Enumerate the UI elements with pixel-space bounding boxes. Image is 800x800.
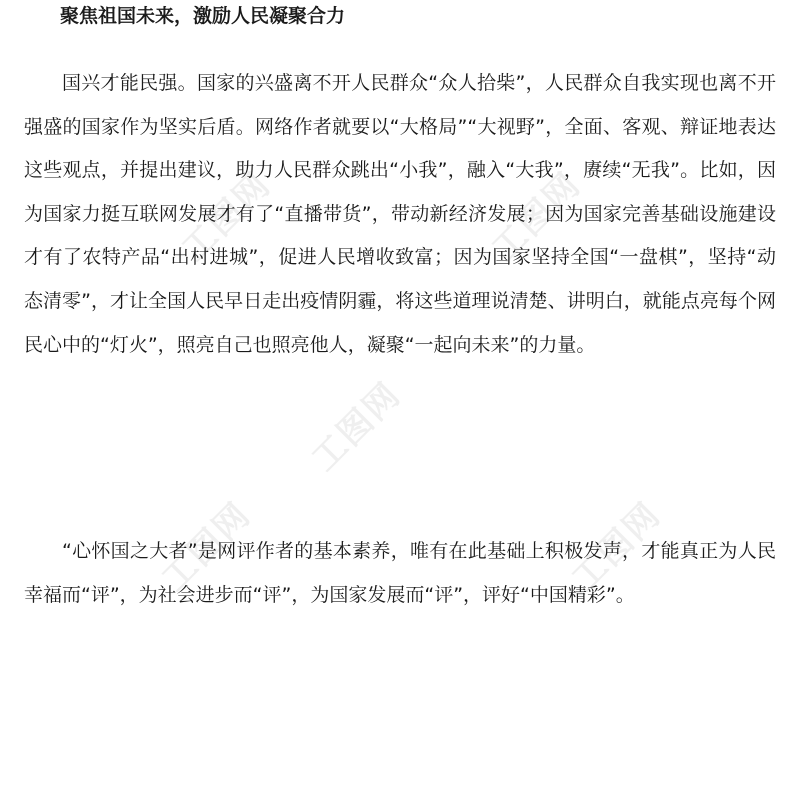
- body-paragraph: 国兴才能民强。国家的兴盛离不开人民群众“众人拾柴”，人民群众自我实现也离不开强盛的国家作为坚实后盾。网络作者就要以“大格局”“大视野”，全面、客观、辩证地表达这些观点，并提出建议，助力人民群众跳出“小我”，融入“大我”，赓续“无我”。比如，因为国家力挺互联网发展才有了“直播带货”，带动新经济发展；因为国家完善基础设施建设才有了农特产品“出村进城”，促进人民增收致富；因为国家坚持全国“一盘棋”，坚持“动态清零”，才让全国人民早日走出疫情阴霾，将这些道理说清楚、讲明白，就能点亮每个网民心中的“灯火”，照亮自己也照亮他人，凝聚“一起向未来”的力量。: [24, 72, 776, 356]
- watermark: 工图网: [484, 164, 589, 270]
- watermark: 工图网: [304, 374, 409, 480]
- watermark: 工图网: [174, 164, 279, 270]
- watermark: 工图网: [564, 494, 669, 600]
- watermark: 工图网: [154, 494, 259, 600]
- body-paragraph: “心怀国之大者”是网评作者的基本素养，唯有在此基础上积极发声，才能真正为人民幸福而“评”，为社会进步而“评”，为国家发展而“评”，评好“中国精彩”。: [24, 540, 776, 606]
- section-heading: 聚焦祖国未来，激励人民凝聚合力: [60, 5, 346, 27]
